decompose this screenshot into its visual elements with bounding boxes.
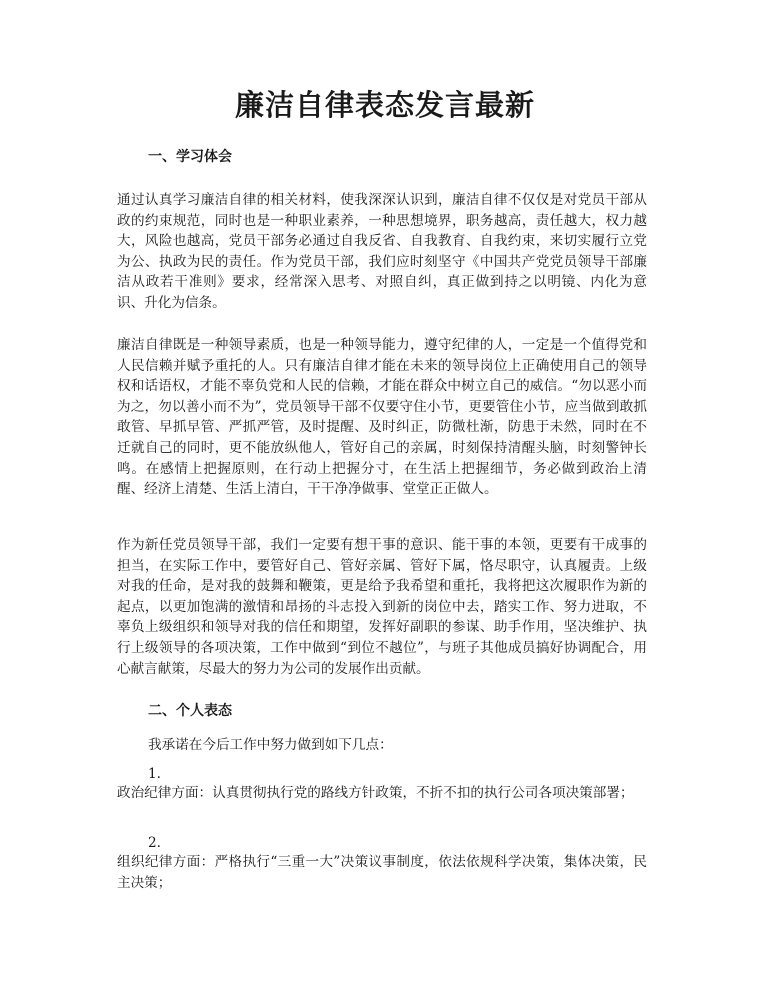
document-title: 廉洁自律表态发言最新 (234, 88, 535, 122)
section-heading-pledge: 二、个人表态 (148, 703, 232, 719)
paragraph-2: 廉洁自律既是一种领导素质，也是一种领导能力，遵守纪律的人，一定是一个值得党和人民信赖并赋予重托的人。只有廉洁自律才能在未来的领导岗位上正确使用自己的领导权和话语权，才能不辜负党和人民的信赖，才能在群众中树立自己的威信。“勿以恶小而为之，勿以善小而不为”，党员领导干部不仅要守住小节，更要管住小节，应当做到敢抓敢管、早抓早管、严抓严管，及时提醒、及时纠正，防微杜渐，防患于未然，同时在不迁就自己的同时，更不能放纵他人，管好自己的亲属，时刻保持清醒头脑，时刻警钟长鸣。在感情上把握原则，在行动上把握分寸，在生活上把握细节，务必做到政治上清醒、经济上清楚、生活上清白，干干净净做事、堂堂正正做人。 (117, 337, 647, 498)
pledge-intro: 我承诺在今后工作中努力做到如下几点： (148, 737, 393, 753)
list-item-text-1: 政治纪律方面：认真贯彻执行党的路线方针政策，不折不扣的执行公司各项决策部署； (117, 785, 634, 801)
list-item-number-2: 2. (148, 835, 161, 851)
list-item-text-2: 组织纪律方面：严格执行“三重一大”决策议事制度，依法依规科学决策，集体决策，民主决策； (117, 854, 647, 891)
paragraph-1: 通过认真学习廉洁自律的相关材料，使我深深认识到，廉洁自律不仅仅是对党员干部从政的约束规范，同时也是一种职业素养，一种思想境界，职务越高，责任越大，权力越大，风险也越高，党员干部务必通过自我反省、自我教育、自我约束，来切实履行立党为公、执政为民的责任。作为党员干部，我们应时刻坚守《中国共产党党员领导干部廉洁从政若干准则》要求，经常深入思考、对照自纠，真正做到持之以明镜、内化为意识、升化为信条。 (117, 192, 647, 311)
list-item-number-1: 1. (148, 766, 161, 782)
section-heading-study: 一、学习体会 (148, 149, 232, 165)
paragraph-3: 作为新任党员领导干部，我们一定要有想干事的意识、能干事的本领，更要有干成事的担当，在实际工作中，要管好自己、管好亲属、管好下属，恪尽职守，认真履责。上级对我的任命，是对我的鼓舞和鞭策，更是给予我希望和重托，我将把这次履职作为新的起点，以更加饱满的激情和昂扬的斗志投入到新的岗位中去，踏实工作、努力进取，不辜负上级组织和领导对我的信任和期望，发挥好副职的参谋、助手作用，坚决维护、执行上级领导的各项决策，工作中做到“到位不越位”，与班子其他成员搞好协调配合，用心献言献策，尽最大的努力为公司的发展作出贡献。 (117, 537, 647, 677)
